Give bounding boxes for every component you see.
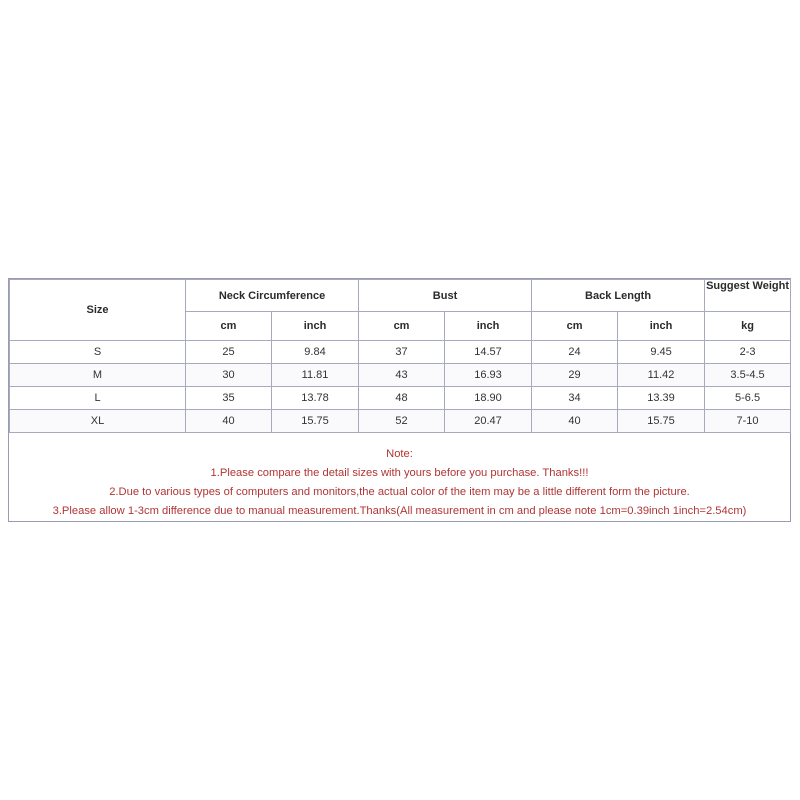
- back-cm-cell: 24: [532, 341, 618, 364]
- back-inch-cell: 11.42: [618, 364, 705, 387]
- bust-cm-cell: 43: [359, 364, 445, 387]
- note-line-2: 2.Due to various types of computers and monitors,the actual color of the item may be a little different form the picture.: [109, 486, 690, 498]
- neck-inch-cell: 11.81: [272, 364, 359, 387]
- back-cm-cell: 34: [532, 387, 618, 410]
- weight-cell: 2-3: [705, 341, 791, 364]
- table-row: [10, 341, 791, 364]
- notes-section: [9, 445, 790, 521]
- note-line-1: 1.Please compare the detail sizes with yours before you purchase. Thanks!!!: [210, 467, 589, 479]
- note-line-3: 3.Please allow 1-3cm difference due to manual measurement.Thanks(All measurement in cm and please note 1cm=0.39inch 1inch=2.54cm): [52, 505, 747, 517]
- back-cm-cell: 40: [532, 410, 618, 433]
- back-inch-header: inch: [618, 312, 705, 341]
- weight-header: Suggest Weight: [705, 280, 791, 312]
- bust-header: Bust: [359, 280, 532, 312]
- neck-cm-cell: 40: [186, 410, 272, 433]
- bust-inch-header: inch: [445, 312, 532, 341]
- size-header: Size: [10, 280, 186, 341]
- back-cm-cell: 29: [532, 364, 618, 387]
- weight-cell: 3.5-4.5: [705, 364, 791, 387]
- neck-cm-header: cm: [186, 312, 272, 341]
- bust-cm-cell: 37: [359, 341, 445, 364]
- header-row-groups: [10, 280, 791, 312]
- table-row: [10, 410, 791, 433]
- notes-title: Note:: [386, 448, 413, 460]
- back-inch-cell: 15.75: [618, 410, 705, 433]
- weight-cell: 5-6.5: [705, 387, 791, 410]
- table-row: [10, 387, 791, 410]
- neck-inch-cell: 15.75: [272, 410, 359, 433]
- neck-inch-cell: 9.84: [272, 341, 359, 364]
- neck-inch-header: inch: [272, 312, 359, 341]
- back-inch-cell: 9.45: [618, 341, 705, 364]
- table-row: [10, 364, 791, 387]
- neck-cm-cell: 25: [186, 341, 272, 364]
- back-cm-header: cm: [532, 312, 618, 341]
- neck-cm-cell: 35: [186, 387, 272, 410]
- neck-cm-cell: 30: [186, 364, 272, 387]
- size-cell: XL: [10, 410, 186, 433]
- size-chart: [8, 278, 791, 522]
- size-cell: L: [10, 387, 186, 410]
- neck-header: Neck Circumference: [186, 280, 359, 312]
- size-table: [9, 279, 791, 433]
- bust-cm-cell: 52: [359, 410, 445, 433]
- back-inch-cell: 13.39: [618, 387, 705, 410]
- bust-cm-header: cm: [359, 312, 445, 341]
- bust-cm-cell: 48: [359, 387, 445, 410]
- neck-inch-cell: 13.78: [272, 387, 359, 410]
- size-cell: S: [10, 341, 186, 364]
- bust-inch-cell: 14.57: [445, 341, 532, 364]
- back-length-header: Back Length: [532, 280, 705, 312]
- weight-cell: 7-10: [705, 410, 791, 433]
- bust-inch-cell: 16.93: [445, 364, 532, 387]
- bust-inch-cell: 20.47: [445, 410, 532, 433]
- weight-unit-header: kg: [705, 312, 791, 341]
- size-cell: M: [10, 364, 186, 387]
- bust-inch-cell: 18.90: [445, 387, 532, 410]
